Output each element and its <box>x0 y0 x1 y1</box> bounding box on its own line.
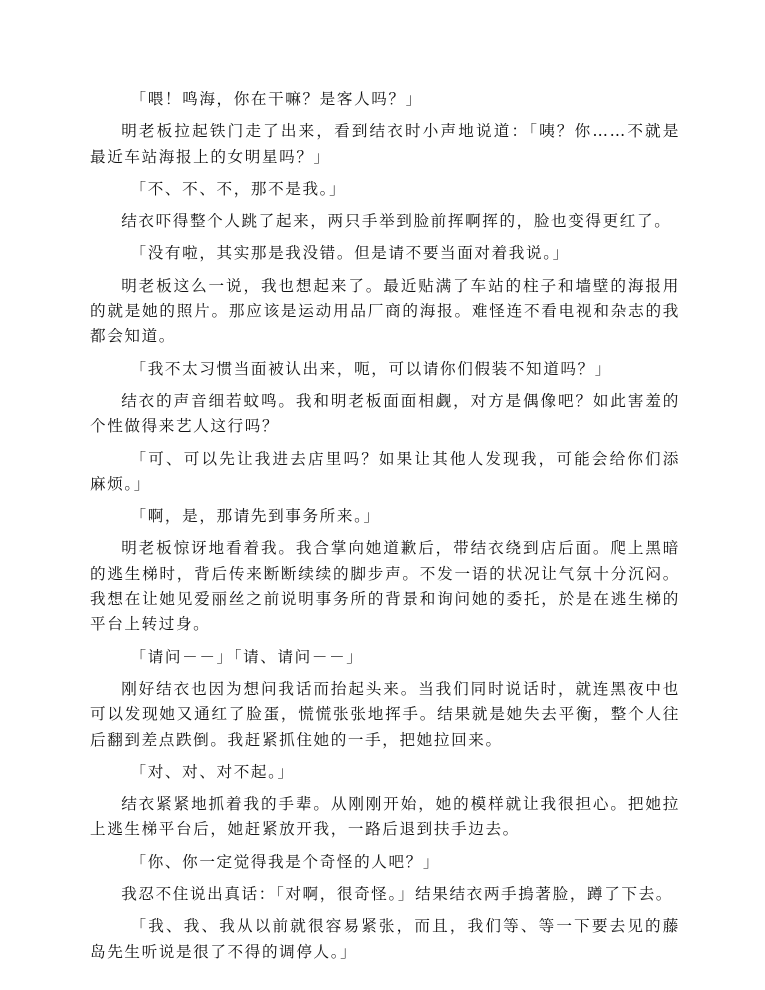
paragraph: 「我、我、我从以前就很容易紧张，而且，我们等、等一下要去见的藤岛先生听说是很了不得的调停人。」 <box>90 917 680 961</box>
paragraph: 「没有啦，其实那是我没错。但是请不要当面对着我说。」 <box>130 244 570 263</box>
paragraph: 结衣的声音细若蚊鸣。我和明老板面面相觑，对方是偶像吧？如此害羞的个性做得来艺人这行吗？ <box>90 391 680 436</box>
paragraph: 结衣紧紧地抓着我的手辈。从刚刚开始，她的模样就让我很担心。把她拉上逃生梯平台后，她赶紧放开我，一路后退到扶手边去。 <box>90 795 680 839</box>
paragraph: 「喂！鸣海，你在干嘛？是客人吗？」 <box>130 90 423 108</box>
paragraph: 「啊，是，那请先到事务所来。」 <box>130 507 381 526</box>
paragraph: 我忍不住说出真话：「对啊，很奇怪。」结果结衣两手摀著脸，蹲了下去。 <box>121 885 673 904</box>
paragraph: 结衣吓得整个人跳了起来，两只手举到脸前挥啊挥的，脸也变得更红了。 <box>121 212 672 231</box>
paragraph: 「我不太习惯当面被认出来，呃，可以请你们假装不知道吗？」 <box>130 359 612 378</box>
body-text <box>90 87 680 972</box>
paragraph: 明老板惊讶地看着我。我合掌向她道歉后，带结衣绕到店后面。爬上黑暗的逃生梯时，背后传来断断续续的脚步声。不发一语的状况让气氛十分沉闷。我想在让她见爱丽丝之前说明事务所的背景和询问她的委托，於是在逃生梯的平台上转过身。 <box>90 539 680 634</box>
paragraph: 「你、你一定觉得我是个奇怪的人吧？」 <box>130 852 441 871</box>
paragraph: 「可、可以先让我进去店里吗？如果让其他人发现我，可能会给你们添麻烦。」 <box>90 449 680 493</box>
paragraph: 「请问－－」「请、请问－－」 <box>130 647 364 666</box>
paragraph: 刚好结衣也因为想问我话而抬起头来。当我们同时说话时，就连黑夜中也可以发现她又通红了脸蛋，慌慌张张地挥手。结果就是她失去平衡，整个人往后翻到差点跌倒。我赶紧抓住她的一手，把她拉回来。 <box>90 679 680 749</box>
paragraph: 「对、对、对不起。」 <box>130 762 295 781</box>
paragraph: 明老板这么一说，我也想起来了。最近贴满了车站的柱子和墙壁的海报用的就是她的照片。那应该是运动用品厂商的海报。难怪连不看电视和杂志的我都会知道。 <box>90 276 680 346</box>
paragraph: 「不、不、不，那不是我。」 <box>130 179 347 198</box>
paragraph: 明老板拉起铁门走了出来，看到结衣时小声地说道：「咦？你……不就是最近车站海报上的女明星吗？」 <box>90 122 680 166</box>
